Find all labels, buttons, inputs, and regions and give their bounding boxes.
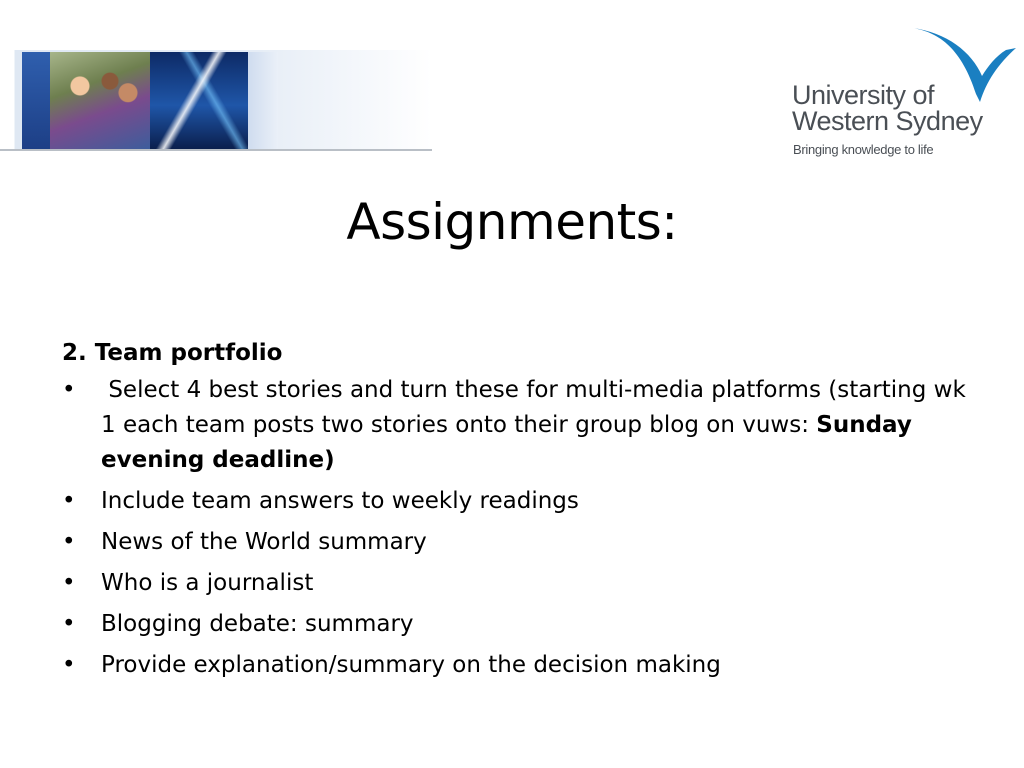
- bullet-text: Blogging debate: summary: [101, 611, 414, 637]
- bullet-bold-text: Sunday evening deadline): [101, 412, 912, 473]
- section-heading: 2. Team portfolio: [62, 340, 283, 366]
- bullet-text: Include team answers to weekly readings: [101, 488, 579, 514]
- slide-title: Assignments:: [346, 193, 678, 251]
- slide-body: [62, 336, 982, 689]
- logo-text-line-2: Western Sydney: [792, 106, 983, 136]
- bullet-item: [62, 607, 982, 642]
- bullet-dot-icon: •: [62, 652, 76, 678]
- bullet-item: [62, 566, 982, 601]
- banner-photo-blue-panel: [22, 52, 50, 149]
- bullet-list: [62, 373, 982, 683]
- banner-photo-students: [50, 52, 150, 149]
- logo-tagline: Bringing knowledge to life: [793, 142, 934, 157]
- logo-text-line-1: University of: [792, 80, 935, 110]
- bullet-item: [62, 525, 982, 560]
- bullet-dot-icon: •: [62, 377, 76, 403]
- header-photo-banner: [0, 50, 432, 152]
- university-logo: [790, 24, 1020, 164]
- banner-divider: [0, 149, 432, 151]
- bullet-text: Select 4 best stories and turn these for multi-media platforms (starting wk 1 each team posts two stories onto their group blog on vuws:: [101, 377, 974, 438]
- bullet-dot-icon: •: [62, 611, 76, 637]
- bullet-text: Provide explanation/summary on the decision making: [101, 652, 721, 678]
- bullet-item: [62, 373, 982, 478]
- bullet-item: [62, 484, 982, 519]
- bullet-dot-icon: •: [62, 488, 76, 514]
- bullet-item: [62, 648, 982, 683]
- banner-photo-abstract-light: [150, 52, 248, 149]
- bullet-dot-icon: •: [62, 570, 76, 596]
- bullet-text: News of the World summary: [101, 529, 427, 555]
- bullet-dot-icon: •: [62, 529, 76, 555]
- banner-photo-fade: [248, 52, 278, 149]
- bullet-text: Who is a journalist: [101, 570, 314, 596]
